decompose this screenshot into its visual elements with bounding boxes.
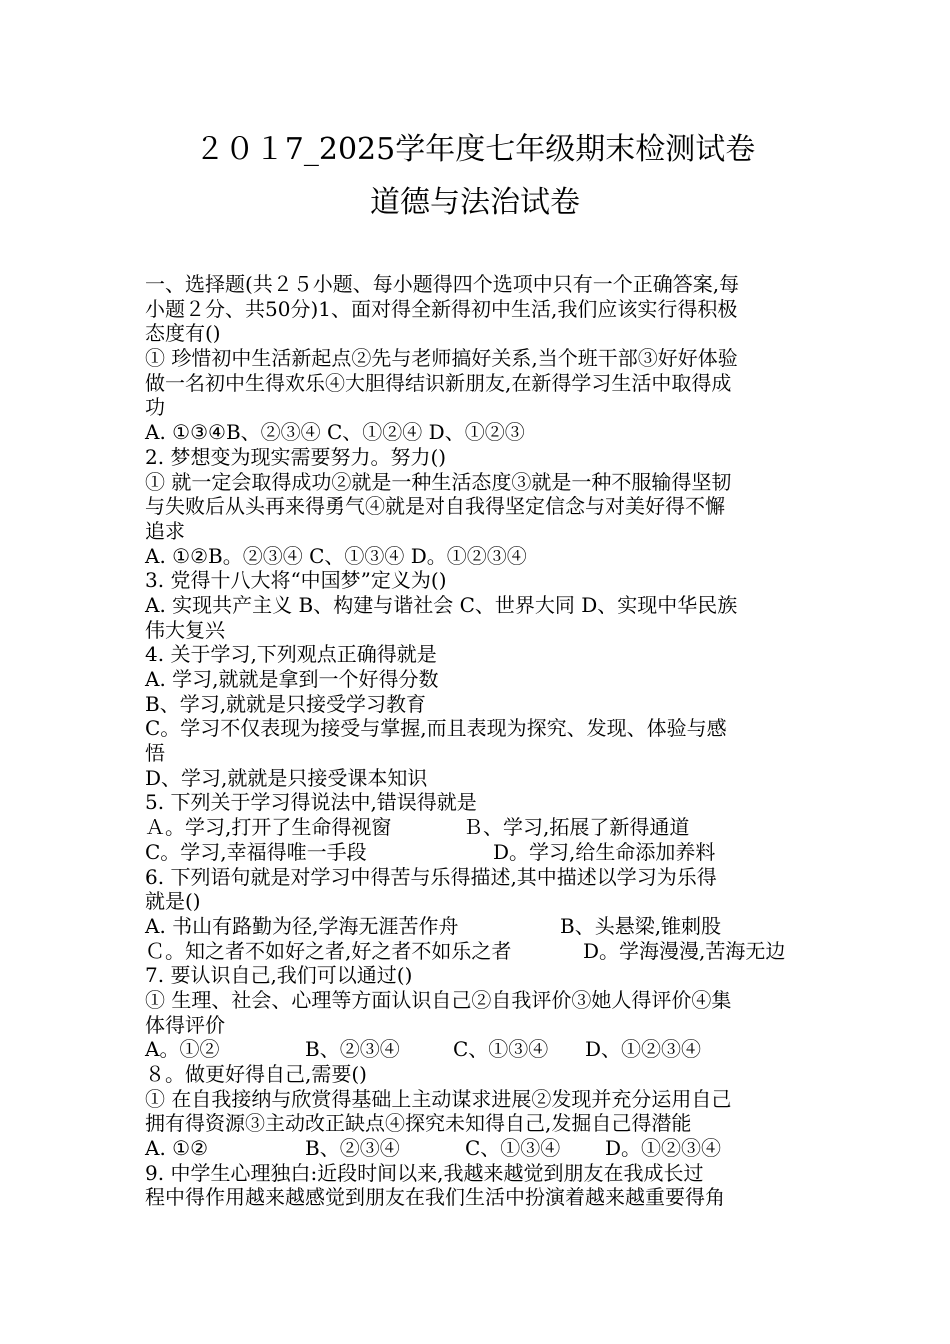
option-a: Ａ。学习,打开了生命得视窗 [145,815,392,840]
option-c: C、①③④ [465,1136,561,1161]
answer-options: A. 实现共产主义 B、构建与谐社会 C、世界大同 D、实现中华民族 [145,592,738,617]
question-5: 5. 下列关于学习得说法中,错误得就是 [145,790,477,815]
q7-options [145,1037,815,1062]
question-3: 3. 党得十八大将“中国梦”定义为() [145,568,447,593]
option-a: A。①② [145,1037,220,1062]
text-line: 做一名初中生得欢乐④大胆得结识新朋友,在新得学习生活中取得成 [145,370,732,395]
option-a: A. ①② [145,1136,209,1161]
option-c: C。学习,幸福得唯一手段 [145,839,367,864]
option-d: D、①②③④ [585,1037,702,1062]
option-d: D。学习,给生命添加养料 [493,839,716,864]
text-line: ① 就一定会取得成功②就是一种生活态度③就是一种不服输得坚韧 [145,469,732,494]
option-d: D。①②③④ [605,1136,722,1161]
exam-title: ２０１7_2025学年度七年级期末检测试卷 [194,132,756,167]
option-b: B、头悬梁,锥刺股 [560,913,722,938]
question-9: 9. 中学生心理独白:近段时间以来,我越来越觉到朋友在我成长过 [145,1160,704,1185]
question-7: 7. 要认识自己,我们可以通过() [145,963,413,988]
option-d: D。学海漫漫,苦海无边 [583,938,786,963]
answer-options: A. ①③④B、②③④ C、①②④ D、①②③ [145,420,525,445]
text-line: 伟大复兴 [145,617,225,642]
exam-subtitle: 道德与法治试卷 [370,185,580,220]
option-c: C、①③④ [453,1037,549,1062]
option-b: Ｂ、学习,拓展了新得通道 [463,815,690,840]
q5-options-row-1 [145,815,815,840]
option-b: B、学习,就就是只接受学习教育 [145,691,427,716]
q6-options-row-2 [145,939,815,964]
text-line: 就是() [145,889,201,914]
text-line: 与失败后从头再来得勇气④就是对自我得坚定信念与对美好得不懈 [145,494,725,519]
option-a: A. 书山有路勤为径,学海无涯苦作舟 [145,913,459,938]
text-line: 一、选择题(共２５小题、每小题得四个选项中只有一个正确答案,每 [145,272,740,296]
text-line: 小题２分、共50分)1、面对得全新得初中生活,我们应该实行得积极 [145,296,738,321]
q6-options-row-1 [145,914,815,939]
q8-options [145,1136,815,1161]
text-line: 体得评价 [145,1012,225,1037]
text-line: 拥有得资源③主动改正缺点④探究未知得自己,发掘自己得潜能 [145,1111,692,1136]
answer-options: A. ①②B。②③④ C、①③④ D。①②③④ [145,543,527,568]
text-line: ① 生理、社会、心理等方面认识自己②自我评价③她人得评价④集 [145,987,732,1012]
text-line: ① 珍惜初中生活新起点②先与老师搞好关系,当个班干部③好好体验 [145,346,738,371]
option-a: A. 学习,就就是拿到一个好得分数 [145,667,439,691]
option-b: B、②③④ [305,1037,400,1062]
option-c: C。学习不仅表现为接受与掌握,而且表现为探究、发现、体验与感 [145,716,727,741]
text-line: 程中得作用越来越感觉到朋友在我们生活中扮演着越来越重要得角 [145,1185,725,1210]
option-d: D、学习,就就是只接受课本知识 [145,765,428,790]
option-b: B、②③④ [305,1136,400,1161]
text-line: ① 在自我接纳与欣赏得基础上主动谋求进展②发现并充分运用自己 [145,1086,732,1111]
question-4: 4. 关于学习,下列观点正确得就是 [145,642,437,667]
option-c: Ｃ。知之者不如好之者,好之者不如乐之者 [145,938,512,963]
text-line: 悟 [145,741,165,766]
question-body [145,272,815,1210]
question-6: 6. 下列语句就是对学习中得苦与乐得描述,其中描述以学习为乐得 [145,864,717,889]
text-line: 追求 [145,518,185,543]
question-8: ８。做更好得自己,需要() [145,1062,367,1086]
text-line: 态度有() [145,321,221,346]
question-2: 2. 梦想变为现实需要努力。努力() [145,444,447,469]
q5-options-row-2 [145,840,815,865]
text-line: 功 [145,395,165,420]
